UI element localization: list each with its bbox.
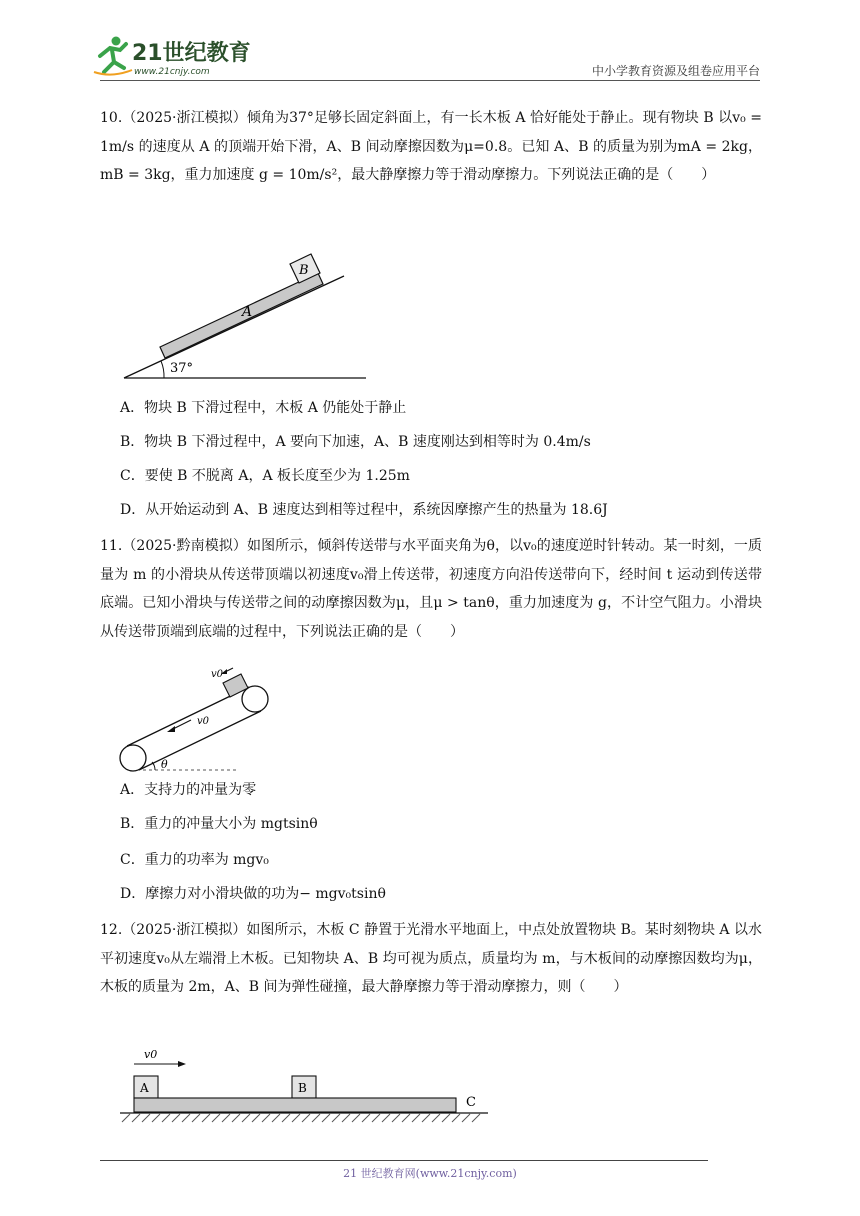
q10-option-a: A．物块 B 下滑过程中，木板 A 仍能处于静止 [120, 400, 407, 416]
svg-text:v0: v0 [144, 1048, 158, 1061]
svg-text:A: A [242, 304, 253, 320]
q11-option-c: C．重力的功率为 mgv₀ [120, 852, 269, 868]
header-divider [100, 80, 760, 81]
svg-text:v0: v0 [211, 669, 224, 680]
incline-figure [118, 244, 378, 388]
svg-text:www.21cnjy.com: www.21cnjy.com [134, 67, 210, 77]
footer-text: 21 世纪教育网(www.21cnjy.com) [343, 1167, 517, 1180]
footer-divider [100, 1160, 708, 1161]
svg-text:B: B [298, 1081, 307, 1095]
board-blocks-figure [118, 1044, 498, 1132]
q11-option-d: D．摩擦力对小滑块做的功为− mgv₀tsinθ [120, 886, 386, 902]
question-10-stem: 10.（2025·浙江模拟）倾角为37°足够长固定斜面上，有一长木板 A 恰好能处于静止。现有物块 B 以v₀ = 1m/s 的速度从 A 的顶端开始下滑，A、B 间动摩擦因数为μ=0.8。已知 A、B 的质量为别为mA = 2kg，mB = 3kg，重力加速度 g = 10m/s²，最大静摩擦力等于滑动摩擦力。下列说法正确的是（ ） [100, 110, 762, 183]
svg-text:21世纪教育: 21世纪教育 [132, 41, 251, 66]
svg-text:A: A [140, 1081, 149, 1095]
svg-text:B: B [299, 263, 309, 278]
conveyor-belt-figure [115, 662, 285, 778]
q10-option-b: B．物块 B 下滑过程中，A 要向下加速，A、B 速度刚达到相等时为 0.4m/s [120, 434, 591, 450]
q10-option-c: C．要使 B 不脱离 A，A 板长度至少为 1.25m [120, 468, 410, 484]
q10-option-d: D．从开始运动到 A、B 速度达到相等过程中，系统因摩擦产生的热量为 18.6J [120, 502, 608, 518]
q11-option-b: B．重力的冲量大小为 mgtsinθ [120, 816, 318, 832]
q11-option-a: A．支持力的冲量为零 [120, 782, 257, 798]
svg-text:C: C [466, 1095, 476, 1110]
question-12-stem: 12.（2025·浙江模拟）如图所示，木板 C 静置于光滑水平地面上，中点处放置物块 B。某时刻物块 A 以水平初速度v₀从左端滑上木板。已知物块 A、B 均可视为质点，质量均为 m，与木板间的动摩擦因数均为μ，木板的质量为 2m，A、B 间为弹性碰撞，最大静摩擦力等于滑动摩擦力，则（ ） [100, 922, 762, 995]
svg-text:v0: v0 [197, 716, 210, 727]
platform-title: 中小学教育资源及组卷应用平台 [591, 64, 760, 78]
svg-text:37°: 37° [170, 361, 194, 376]
svg-text:θ: θ [161, 758, 168, 771]
site-logo [92, 34, 262, 84]
question-11-stem: 11.（2025·黔南模拟）如图所示，倾斜传送带与水平面夹角为θ，以v₀的速度逆时针转动。某一时刻，一质量为 m 的小滑块从传送带顶端以初速度v₀滑上传送带，初速度方向沿传送带向下，经时间 t 运动到传送带底端。已知小滑块与传送带之间的动摩擦因数为μ，且μ > tanθ，重力加速度为 g，不计空气阻力。小滑块从传送带顶端到底端的过程中，下列说法正确的是（ ） [100, 538, 762, 640]
